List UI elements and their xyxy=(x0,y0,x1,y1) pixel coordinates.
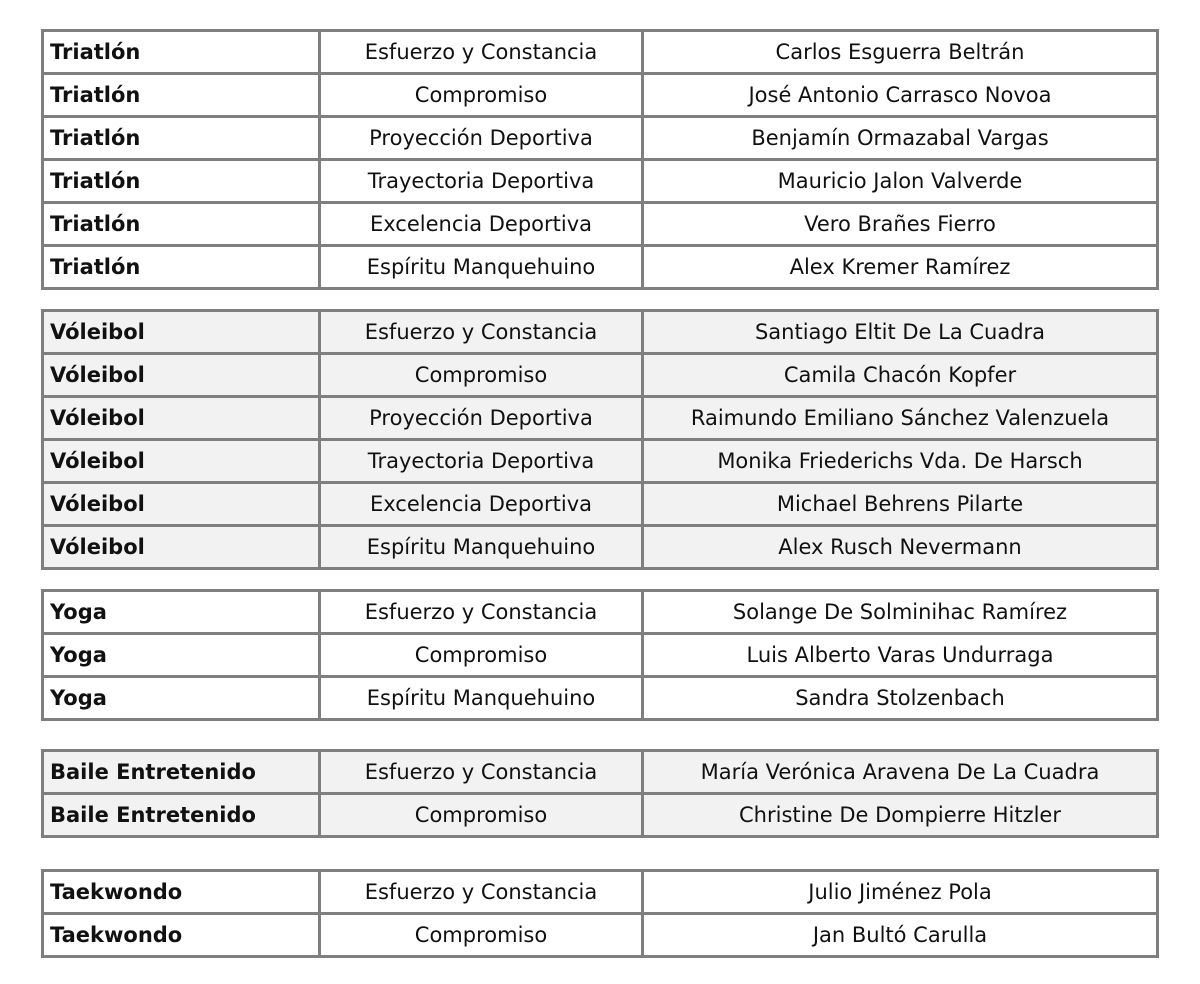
sport-cell: Baile Entretenido xyxy=(43,751,320,794)
award-cell: Excelencia Deportiva xyxy=(320,203,643,246)
table-row xyxy=(43,246,1158,289)
award-cell: Esfuerzo y Constancia xyxy=(320,591,643,634)
table-row xyxy=(43,31,1158,74)
table-row xyxy=(43,634,1158,677)
recipient-cell: Mauricio Jalon Valverde xyxy=(643,160,1158,203)
recipient-cell: Luis Alberto Varas Undurraga xyxy=(643,634,1158,677)
award-cell: Esfuerzo y Constancia xyxy=(320,871,643,914)
sport-cell: Taekwondo xyxy=(43,914,320,957)
table-row xyxy=(43,751,1158,794)
awards-table-taekwondo xyxy=(41,869,1159,958)
award-cell: Compromiso xyxy=(320,354,643,397)
award-cell: Esfuerzo y Constancia xyxy=(320,751,643,794)
awards-table-voleibol xyxy=(41,309,1159,570)
table-row xyxy=(43,311,1158,354)
sport-cell: Yoga xyxy=(43,677,320,720)
recipient-cell: Christine De Dompierre Hitzler xyxy=(643,794,1158,837)
table-row xyxy=(43,914,1158,957)
sport-cell: Triatlón xyxy=(43,117,320,160)
recipient-cell: Sandra Stolzenbach xyxy=(643,677,1158,720)
sport-cell: Vóleibol xyxy=(43,397,320,440)
sport-cell: Triatlón xyxy=(43,203,320,246)
sport-cell: Yoga xyxy=(43,634,320,677)
table-row xyxy=(43,160,1158,203)
sport-cell: Triatlón xyxy=(43,31,320,74)
table-row xyxy=(43,203,1158,246)
recipient-cell: Santiago Eltit De La Cuadra xyxy=(643,311,1158,354)
recipient-cell: Carlos Esguerra Beltrán xyxy=(643,31,1158,74)
award-cell: Compromiso xyxy=(320,914,643,957)
table-row xyxy=(43,440,1158,483)
table-row xyxy=(43,677,1158,720)
recipient-cell: Jan Bultó Carulla xyxy=(643,914,1158,957)
awards-table-yoga xyxy=(41,589,1159,721)
table-row xyxy=(43,483,1158,526)
recipient-cell: Alex Kremer Ramírez xyxy=(643,246,1158,289)
award-cell: Excelencia Deportiva xyxy=(320,483,643,526)
table-row xyxy=(43,74,1158,117)
sport-cell: Vóleibol xyxy=(43,440,320,483)
sport-cell: Triatlón xyxy=(43,74,320,117)
award-cell: Trayectoria Deportiva xyxy=(320,160,643,203)
sport-cell: Vóleibol xyxy=(43,311,320,354)
recipient-cell: Camila Chacón Kopfer xyxy=(643,354,1158,397)
sport-cell: Triatlón xyxy=(43,246,320,289)
award-cell: Esfuerzo y Constancia xyxy=(320,311,643,354)
award-cell: Proyección Deportiva xyxy=(320,117,643,160)
recipient-cell: Benjamín Ormazabal Vargas xyxy=(643,117,1158,160)
sport-cell: Vóleibol xyxy=(43,483,320,526)
recipient-cell: Alex Rusch Nevermann xyxy=(643,526,1158,569)
award-cell: Espíritu Manquehuino xyxy=(320,246,643,289)
sport-cell: Vóleibol xyxy=(43,526,320,569)
recipient-cell: Michael Behrens Pilarte xyxy=(643,483,1158,526)
award-cell: Espíritu Manquehuino xyxy=(320,526,643,569)
award-cell: Compromiso xyxy=(320,794,643,837)
recipient-cell: Solange De Solminihac Ramírez xyxy=(643,591,1158,634)
table-row xyxy=(43,591,1158,634)
award-cell: Espíritu Manquehuino xyxy=(320,677,643,720)
sport-cell: Vóleibol xyxy=(43,354,320,397)
recipient-cell: María Verónica Aravena De La Cuadra xyxy=(643,751,1158,794)
award-cell: Compromiso xyxy=(320,74,643,117)
table-row xyxy=(43,871,1158,914)
sport-cell: Taekwondo xyxy=(43,871,320,914)
sport-cell: Baile Entretenido xyxy=(43,794,320,837)
award-cell: Esfuerzo y Constancia xyxy=(320,31,643,74)
table-row xyxy=(43,794,1158,837)
awards-table-baile-entretenido xyxy=(41,749,1159,838)
sport-cell: Yoga xyxy=(43,591,320,634)
table-row xyxy=(43,354,1158,397)
table-row xyxy=(43,526,1158,569)
sport-cell: Triatlón xyxy=(43,160,320,203)
recipient-cell: Vero Brañes Fierro xyxy=(643,203,1158,246)
awards-table-triatlon xyxy=(41,29,1159,290)
award-cell: Proyección Deportiva xyxy=(320,397,643,440)
recipient-cell: Raimundo Emiliano Sánchez Valenzuela xyxy=(643,397,1158,440)
recipient-cell: José Antonio Carrasco Novoa xyxy=(643,74,1158,117)
table-row xyxy=(43,397,1158,440)
recipient-cell: Julio Jiménez Pola xyxy=(643,871,1158,914)
award-cell: Compromiso xyxy=(320,634,643,677)
award-cell: Trayectoria Deportiva xyxy=(320,440,643,483)
table-row xyxy=(43,117,1158,160)
recipient-cell: Monika Friederichs Vda. De Harsch xyxy=(643,440,1158,483)
